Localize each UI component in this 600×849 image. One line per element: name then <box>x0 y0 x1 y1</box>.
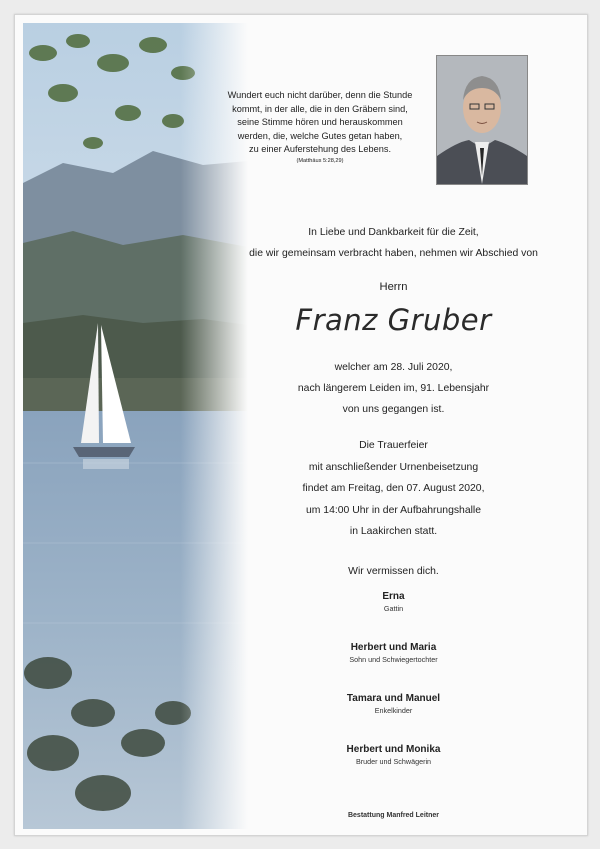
mourner-entry <box>200 743 587 767</box>
obituary-sheet <box>14 14 588 836</box>
mourner-entry <box>200 641 587 665</box>
deceased-portrait <box>436 55 528 185</box>
funeral-line: findet am Freitag, den 07. August 2020, <box>302 483 485 494</box>
funeral-line: mit anschließender Urnenbeisetzung <box>308 461 479 473</box>
mourner-relation: Gattin <box>383 604 404 613</box>
closing-text: Wir vermissen dich. <box>348 566 439 577</box>
funeral-line: um 14:00 Uhr in der Aufbahrungshalle <box>305 504 482 516</box>
passing-line: nach längerem Leiden im, 91. Lebensjahr <box>297 383 490 394</box>
mourner-entry <box>200 590 587 614</box>
mourner-name: Herbert und Maria <box>350 642 437 653</box>
deceased-name: Franz Gruber <box>295 303 492 337</box>
salutation: Herrn <box>379 281 408 293</box>
passing-line: von uns gegangen ist. <box>342 404 445 415</box>
intro-text <box>200 222 587 264</box>
passing-text <box>200 357 587 420</box>
mourner-relation: Bruder und Schwägerin <box>355 757 432 766</box>
bible-verse <box>210 89 430 165</box>
undertaker-name: Bestattung Manfred Leitner <box>347 812 439 819</box>
verse-line: seine Stimme hören und herauskommen <box>237 117 403 128</box>
verse-line: werden, die, welche Gutes getan haben, <box>237 130 403 141</box>
funeral-line: in Laakirchen statt. <box>349 526 438 537</box>
verse-line: kommt, in der alle, die in den Gräbern sind, <box>232 103 408 114</box>
mourner-entry <box>200 692 587 716</box>
mourner-relation: Enkelkinder <box>374 706 413 715</box>
funeral-details <box>200 435 587 543</box>
verse-line: zu einer Auferstehung des Lebens. <box>249 144 391 155</box>
mourner-relation: Sohn und Schwiegertochter <box>349 655 438 664</box>
funeral-line: Die Trauerfeier <box>359 440 428 451</box>
mourner-name: Erna <box>382 591 405 602</box>
passing-line: welcher am 28. Juli 2020, <box>334 362 453 373</box>
mourner-name: Tamara und Manuel <box>346 693 441 704</box>
intro-line: die wir gemeinsam verbracht haben, nehmen wir Abschied von <box>249 248 538 259</box>
obituary-content <box>200 15 587 835</box>
intro-line: In Liebe und Dankbarkeit für die Zeit, <box>308 227 479 238</box>
portrait-image <box>437 56 527 184</box>
verse-line: Wundert euch nicht darüber, denn die Stunde <box>227 90 413 100</box>
verse-reference: (Matthäus 5:28,29) <box>296 157 344 164</box>
mourner-name: Herbert und Monika <box>346 744 441 755</box>
